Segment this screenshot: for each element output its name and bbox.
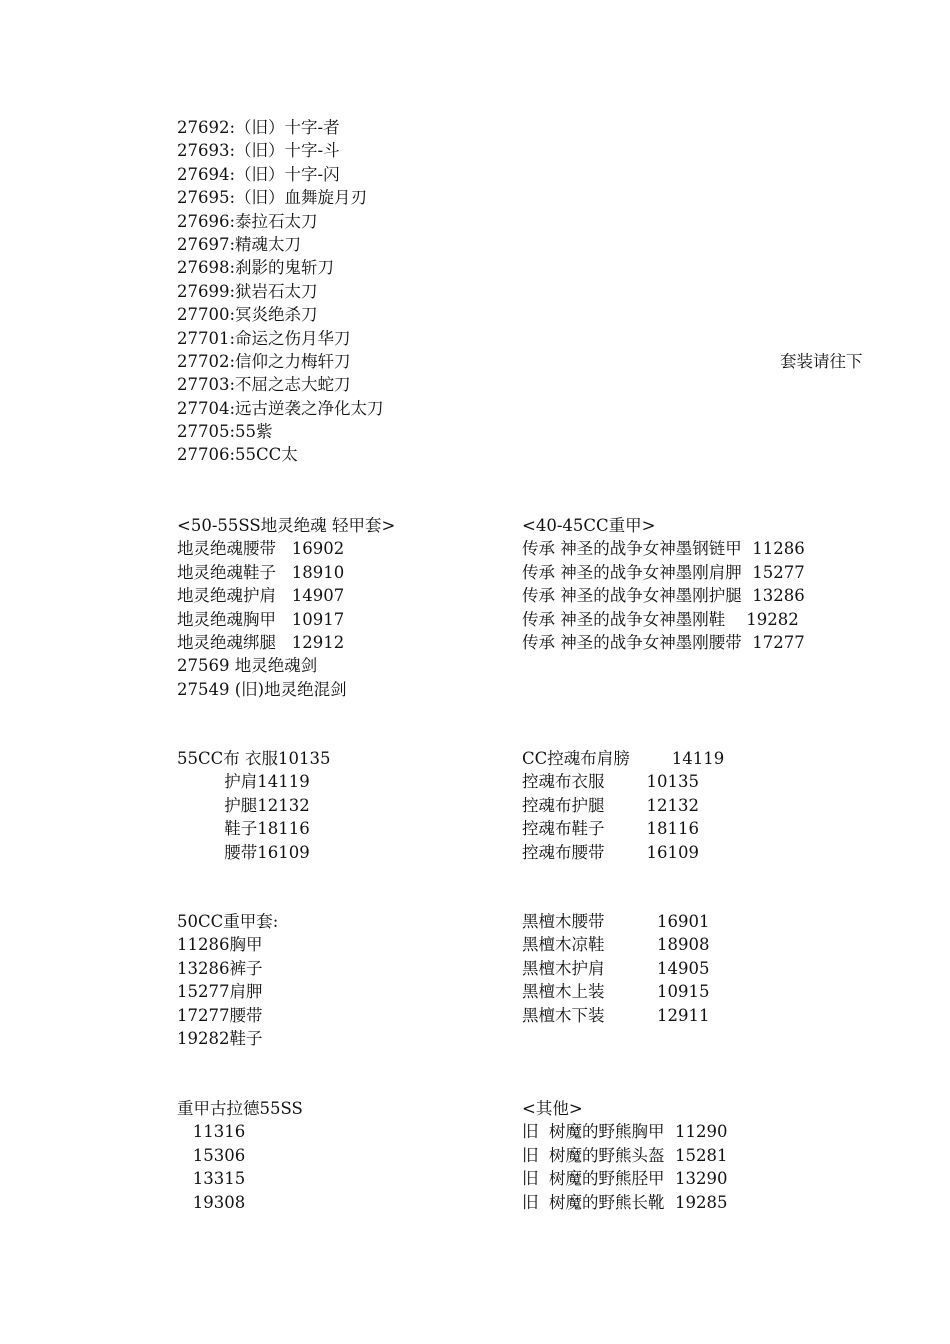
list-item: 黑檀木凉鞋 18908	[522, 935, 710, 955]
list-item: 传承 神圣的战争女神墨刚护腿 13286	[522, 586, 805, 606]
list-item: <50-55SS地灵绝魂 轻甲套>	[177, 516, 396, 535]
list-item: 腰带16109	[177, 842, 310, 862]
list-item: 传承 神圣的战争女神墨刚鞋 19282	[522, 609, 799, 629]
list-item: 27695:（旧）血舞旋月刃	[177, 188, 368, 208]
list-item: 27706:55CC太	[177, 445, 298, 465]
list-item: 19308	[177, 1192, 246, 1212]
control-soul-cloth-list	[522, 747, 724, 864]
gurad-heavy-armor-list	[177, 1097, 303, 1214]
list-item: 控魂布衣服 10135	[522, 772, 699, 792]
list-item: 地灵绝魂绑腿 12912	[177, 632, 345, 652]
list-item: 11286胸甲	[177, 935, 263, 955]
list-item: 27549 (旧)地灵绝混剑	[177, 679, 347, 699]
heavy-armor-40-45-list	[522, 514, 805, 654]
list-item: 27693:（旧）十字-斗	[177, 141, 340, 161]
list-item: 15306	[177, 1145, 246, 1165]
list-item: 13315	[177, 1169, 246, 1189]
list-item: 黑檀木下装 12911	[522, 1005, 710, 1025]
list-item: 地灵绝魂腰带 16902	[177, 539, 345, 559]
list-item: 27697:精魂太刀	[177, 234, 302, 254]
weapon-list	[177, 116, 384, 467]
list-item: 27704:远古逆袭之净化太刀	[177, 398, 384, 418]
list-item: 传承 神圣的战争女神墨刚肩胛 15277	[522, 562, 805, 582]
list-item: 11316	[177, 1122, 246, 1142]
list-item: 13286裤子	[177, 958, 263, 978]
cloth-set-list	[177, 747, 330, 864]
list-item: 传承 神圣的战争女神墨刚腰带 17277	[522, 632, 805, 652]
list-item: 旧 树魔的野熊胸甲 11290	[522, 1122, 728, 1142]
list-item: 27692:（旧）十字-者	[177, 118, 340, 137]
other-items-list	[522, 1097, 727, 1214]
list-item: 旧 树魔的野熊长靴 19285	[522, 1192, 728, 1212]
list-item: 传承 神圣的战争女神墨钢链甲 11286	[522, 539, 805, 559]
list-item: 27569 地灵绝魂剑	[177, 656, 318, 676]
list-item: 护肩14119	[177, 772, 310, 792]
list-item: 地灵绝魂鞋子 18910	[177, 562, 345, 582]
list-item: 旧 树魔的野熊头盔 15281	[522, 1145, 728, 1165]
list-item: CC控魂布肩膀 14119	[522, 749, 725, 768]
list-item: 27694:（旧）十字-闪	[177, 164, 340, 184]
heavy-armor-50cc-list	[177, 910, 278, 1050]
list-item: 黑檀木上装 10915	[522, 982, 710, 1002]
list-item: 地灵绝魂胸甲 10917	[177, 609, 345, 629]
list-item: 27702:信仰之力梅轩刀	[177, 351, 351, 371]
list-item: <40-45CC重甲>	[522, 516, 656, 535]
list-item: <其他>	[522, 1099, 583, 1118]
list-item: 旧 树魔的野熊胫甲 13290	[522, 1169, 728, 1189]
ebony-set-list	[522, 910, 709, 1027]
list-item: 27703:不屈之志大蛇刀	[177, 375, 351, 395]
list-item: 17277腰带	[177, 1005, 263, 1025]
list-item: 黑檀木腰带 16901	[522, 912, 710, 931]
list-item: 重甲古拉德55SS	[177, 1099, 303, 1118]
list-item: 控魂布腰带 16109	[522, 842, 699, 862]
list-item: 19282鞋子	[177, 1028, 263, 1048]
list-item: 控魂布护腿 12132	[522, 795, 699, 815]
side-note: 套装请往下	[780, 352, 863, 371]
list-item: 55CC布 衣服10135	[177, 749, 331, 768]
list-item: 鞋子18116	[177, 819, 310, 839]
list-item: 黑檀木护肩 14905	[522, 958, 710, 978]
list-item: 15277肩胛	[177, 982, 263, 1002]
list-item: 27705:55紫	[177, 422, 273, 442]
list-item: 27696:泰拉石太刀	[177, 211, 318, 231]
list-item: 控魂布鞋子 18116	[522, 819, 699, 839]
list-item: 27700:冥炎绝杀刀	[177, 305, 318, 325]
list-item: 护腿12132	[177, 795, 310, 815]
list-item: 50CC重甲套:	[177, 912, 279, 931]
list-item: 地灵绝魂护肩 14907	[177, 586, 345, 606]
list-item: 27701:命运之伤月华刀	[177, 328, 351, 348]
list-item: 27698:刹影的鬼斩刀	[177, 258, 335, 278]
light-armor-set-list	[177, 514, 395, 701]
list-item: 27699:狱岩石太刀	[177, 281, 318, 301]
